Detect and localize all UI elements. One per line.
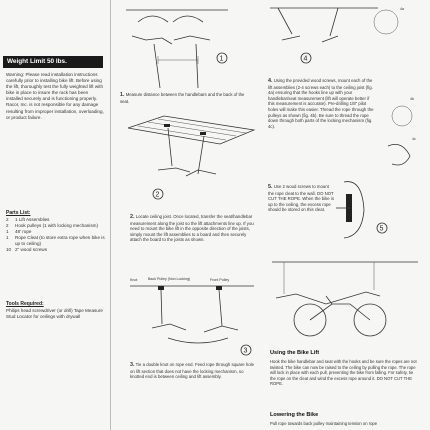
knot-label: Knot: [130, 278, 138, 282]
list-item: 1 Rope Cleat (to store extra rope when bike is up to ceiling): [6, 235, 105, 246]
figure-6-bike-lifted: [270, 254, 420, 344]
parts-list: [6, 217, 106, 253]
circle-step-5: 5: [379, 225, 384, 233]
lowering-bike-title: Lowering the Bike: [270, 412, 319, 418]
front-pulley-label: Front Pulley: [210, 278, 230, 282]
figure-3-rope-pulleys: [128, 276, 256, 358]
circle-step-1: 1: [219, 55, 224, 63]
figure-2-ceiling-joist: [128, 116, 253, 211]
figure-5-rope-cleat: [336, 176, 416, 240]
list-item: 10 2" wood screws: [6, 247, 48, 252]
list-item: 1 48' rope: [6, 229, 32, 234]
fig-4b-label: 4b: [410, 97, 414, 101]
weight-limit-banner: Weight Limit 50 lbs.: [3, 56, 103, 68]
step-1: 1. Measure distance between the handlebars and the back of the seat.: [120, 92, 245, 104]
parts-list-title: Parts List:: [6, 210, 31, 216]
tools-text: Philips head screwdriver (or drill) Tape Measure Stud Locator for ceilings with drywall: [6, 308, 103, 319]
circle-step-3: 3: [243, 347, 248, 355]
tools-title: Tools Required:: [6, 301, 44, 307]
step-5: 5. Use 2 wood screws to mount the rope cleat to the wall. DO NOT CUT THE ROPE. When the bike is up to the ceiling, the excess rope should be stored on this cleat.: [268, 184, 334, 213]
step-4: 4. Using the provided wood screws, mount each of the lift assemblies (2-4 screws each) to the ceiling joist (fig. 4a) ensuring that the hooks line up with your handlebar/seat measurement (lift will operate better if this measurement is accurate). Pre-drilling 1/8" pilot holes will make this easier. Thread the rope through the pulleys as shown (fig. 4b). Be sure to thread the rope down through both parts of the locking mechanism (fig. 4c).: [268, 78, 374, 129]
figure-4b-pulley-detail: [380, 96, 426, 176]
figure-4-mount-lift: [268, 0, 423, 74]
list-item: 2 1 Lift Assemblies: [6, 217, 50, 222]
using-bike-lift-title: Using the Bike Lift: [270, 350, 320, 356]
list-item: 2 Hook pulleys (1 with locking mechanism): [6, 223, 98, 228]
fig-4a-label: 4a: [400, 7, 404, 11]
figure-1-bike-measure: [118, 0, 243, 88]
step-2: 2. Locate ceiling joist. Once located, transfer the seat/handlebar measurement along the joist so the lift attachments line up. If you need to mount the bike lift in the opposite direction of the joists, simply mount the lift assemblies to a board and then securely attach the board to the joists as shown.: [130, 214, 254, 243]
circle-step-2: 2: [155, 191, 160, 199]
warning-text: Warning: Please read installation instructions carefully prior to installing bike lift. Before using the lift, thoroughly test the fully weighted lift with bike in place to insure the rack has been installed securely and is functioning properly. Racor, Inc. is not responsible for any damage resulting from improper installation, overloading, or product failure.: [6, 72, 104, 120]
step-3: 3. Tie a double knot on rope end. Feed rope through square hole on lift section that does not have the locking mechanism, so knotted end is between ceiling and lift assembly.: [130, 362, 254, 380]
using-bike-lift-text: Hook the bike handlebar and seat with the hooks and be sure the ropes are not twisted. The bike can now be raised to the ceiling by pulling the rope. The rope will lock in place with each pull, preventing the bike from falling. For safety, tie the rope on the cleat and wind the excess rope around it. DO NOT CUT THE ROPE.: [270, 359, 417, 387]
sidebar: [0, 0, 111, 430]
back-pulley-label: Back Pulley (Non Locking): [148, 277, 191, 281]
lowering-bike-text: Pull rope towards back pulley maintaining tension on rope: [270, 421, 378, 426]
circle-step-4: 4: [303, 55, 308, 63]
fig-4c-label: 4c: [412, 137, 416, 141]
